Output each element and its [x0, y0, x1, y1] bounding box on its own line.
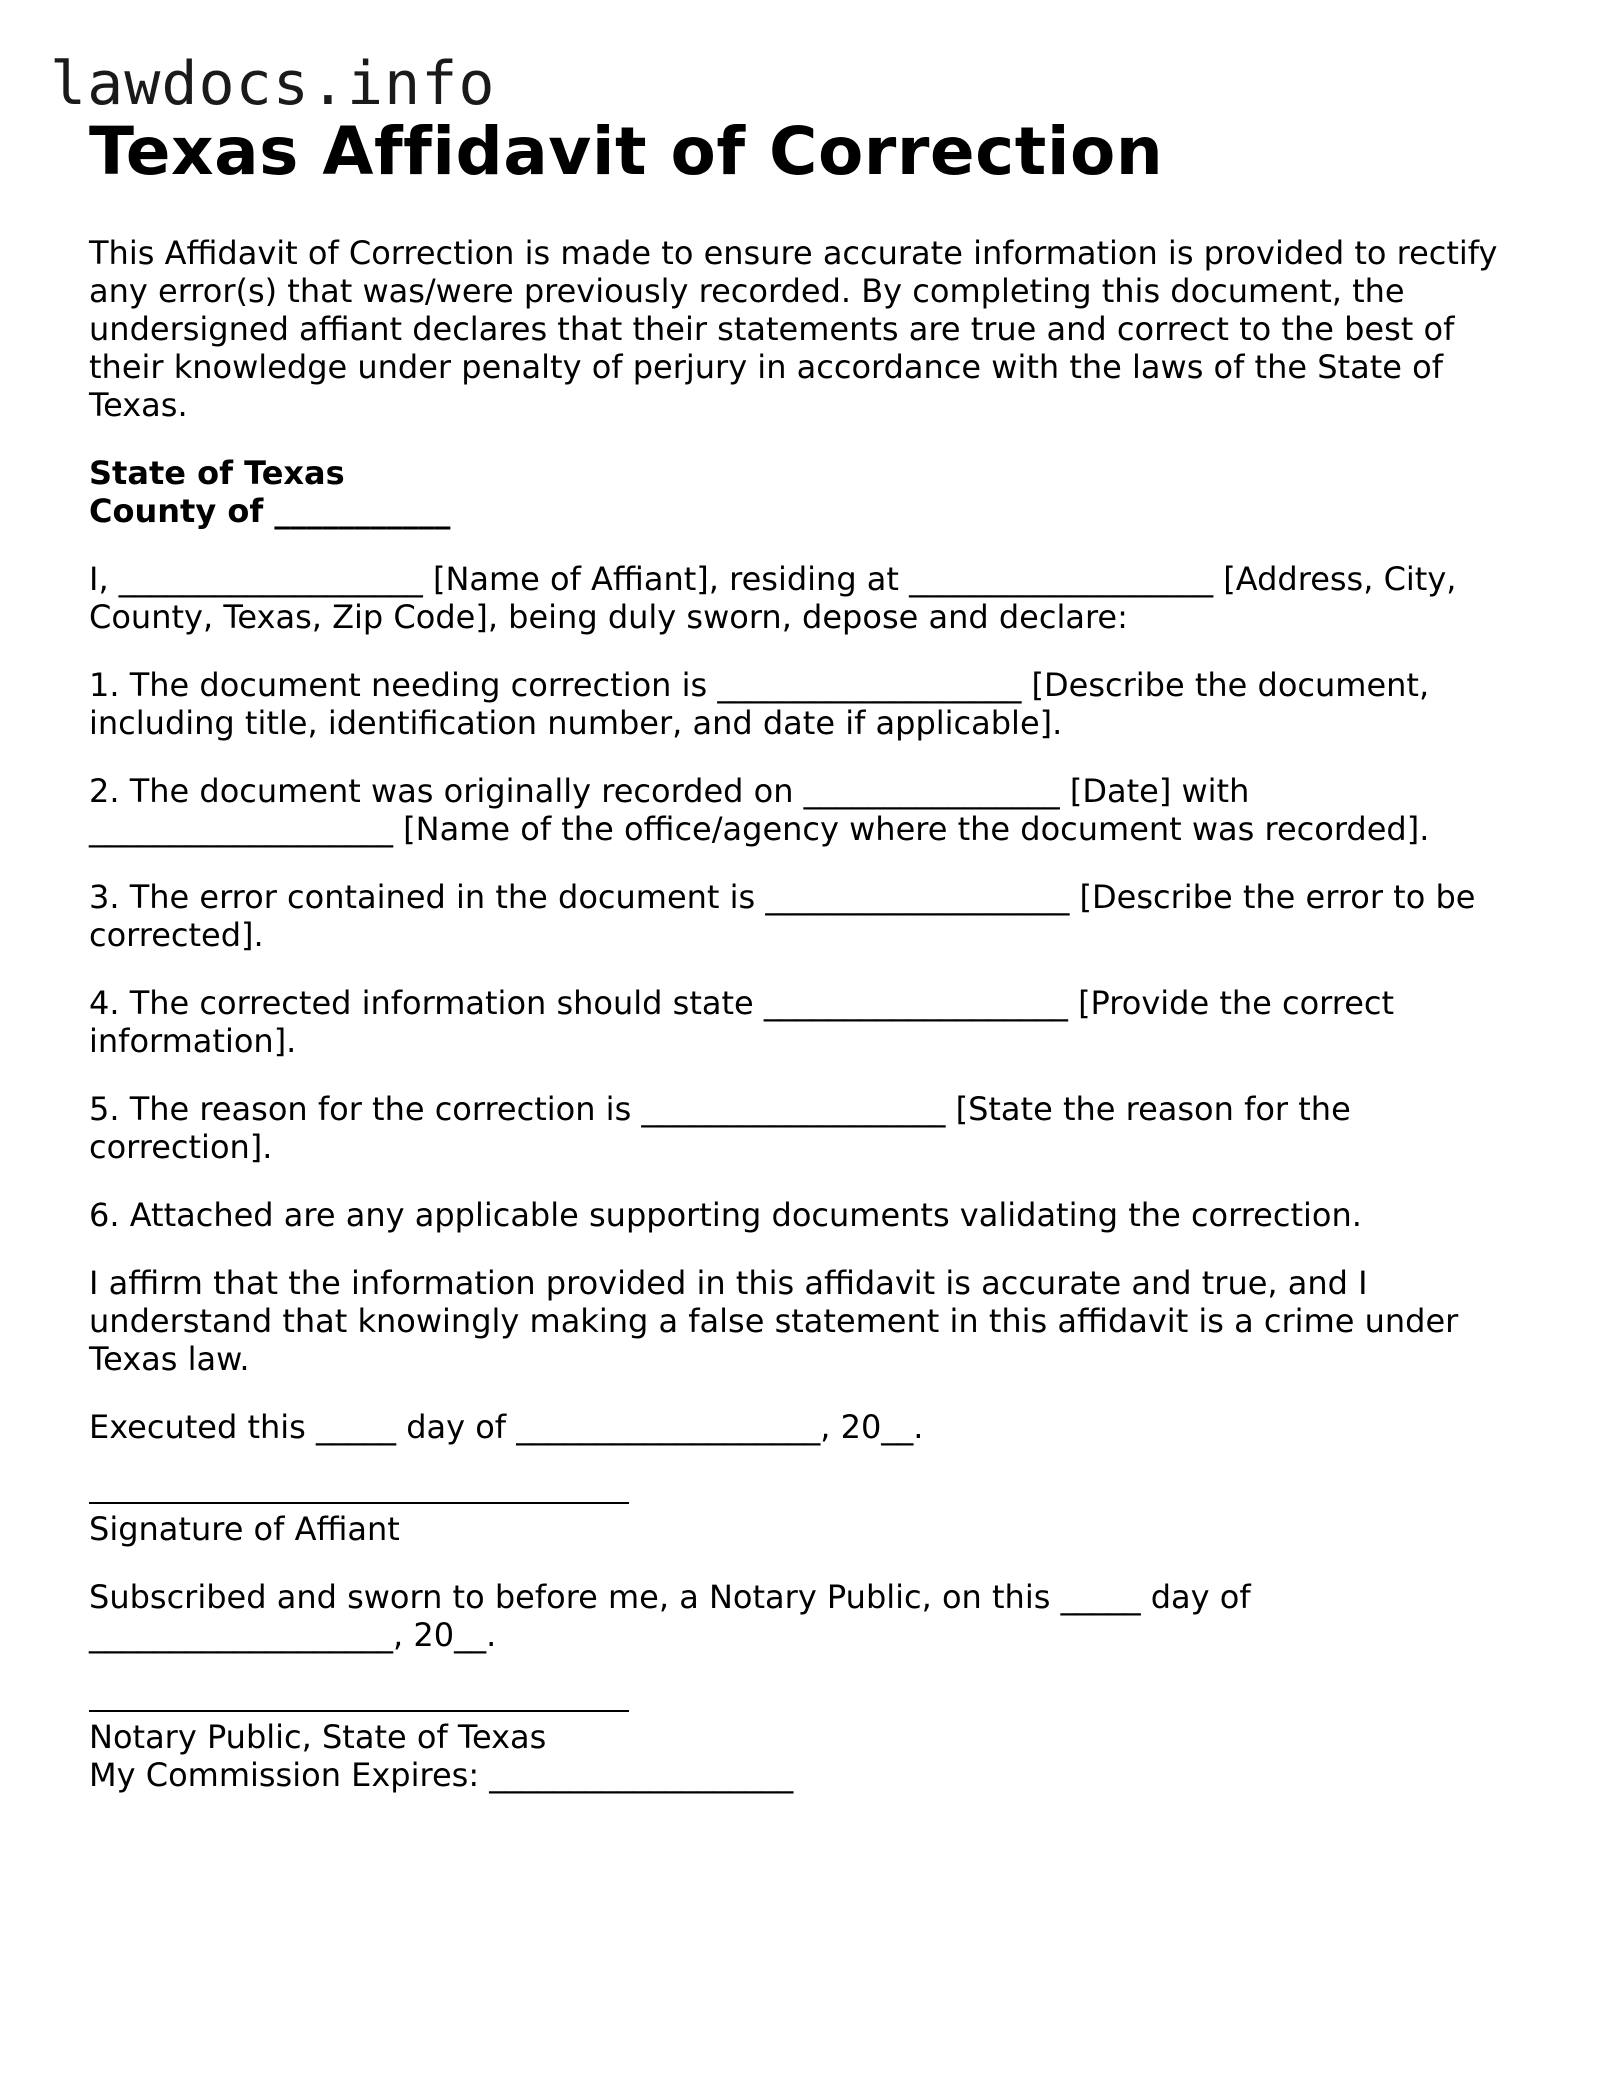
commission-expires: My Commission Expires: ___________________ — [89, 1756, 794, 1794]
list-item: 2. The document was originally recorded on ________________ [Date] with ___________________ [Name of the office/agency where the document was recorded]. — [89, 772, 1430, 848]
list-item: 3. The error contained in the document is ___________________ [Describe the error to be corrected]. — [89, 878, 1476, 954]
list-item: 5. The reason for the correction is ___________________ [State the reason for the correction]. — [89, 1090, 1351, 1166]
declaration-paragraph: I, ___________________ [Name of Affiant], residing at ___________________ [Address, City, County, Texas, Zip Code], being duly sworn, depose and declare: — [89, 560, 1457, 636]
notary-block — [89, 1718, 1529, 1794]
list-item: 4. The corrected information should state ___________________ [Provide the correct information]. — [89, 984, 1395, 1060]
affiant-signature-label: Signature of Affiant — [89, 1510, 400, 1548]
notary-signature-line[interactable] — [89, 1710, 629, 1712]
list-item: 1. The document needing correction is ___________________ [Describe the document, including title, identification number, and date if applicable]. — [89, 666, 1430, 742]
watermark-logo: lawdocs.info — [50, 49, 496, 119]
affiant-signature-line[interactable] — [89, 1502, 629, 1504]
document-title: Texas Affidavit of Correction — [89, 113, 1164, 190]
venue-state: State of Texas — [89, 454, 345, 492]
venue-block — [89, 454, 1529, 530]
intro-paragraph: This Affidavit of Correction is made to ensure accurate information is provided to rectify any error(s) that was/were previously recorded. By completing this document, the undersigned affiant declares that their statements are true and correct to the best of their knowledge under penalty of perjury in accordance with the laws of the State of Texas. — [89, 234, 1498, 424]
executed-line: Executed this _____ day of ___________________, 20__. — [89, 1408, 924, 1446]
venue-county: County of ___________ — [89, 492, 451, 530]
list-item: 6. Attached are any applicable supporting documents validating the correction. — [89, 1196, 1362, 1234]
notary-label: Notary Public, State of Texas — [89, 1718, 547, 1756]
affidavit-document — [89, 112, 1529, 1794]
notary-statement: Subscribed and sworn to before me, a Notary Public, on this _____ day of ___________________, 20__. — [89, 1578, 1251, 1654]
affirmation-paragraph: I affirm that the information provided in this affidavit is accurate and true, and I understand that knowingly making a false statement in this affidavit is a crime under Texas law. — [89, 1264, 1459, 1378]
